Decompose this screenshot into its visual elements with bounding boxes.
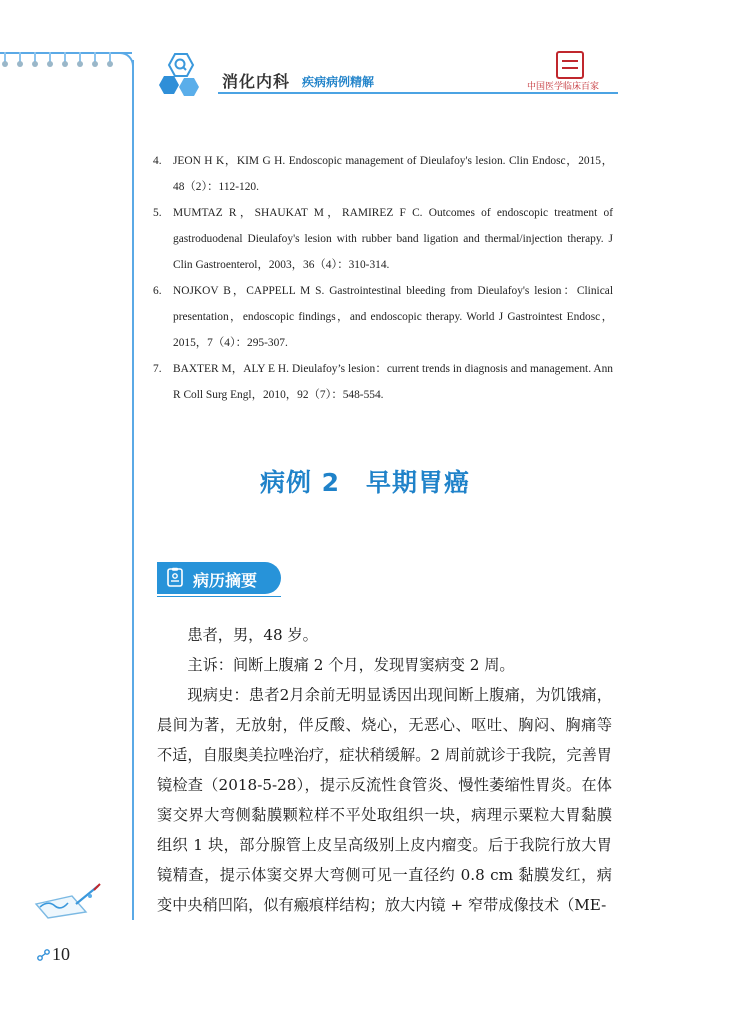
notes-pen-icon: [28, 882, 104, 920]
binding-tick: [4, 52, 6, 62]
clipboard-icon: [165, 567, 185, 587]
header-series-name: 中国医学临床百家: [527, 82, 600, 92]
reference-number: 6.: [153, 285, 162, 297]
reference-number: 5.: [153, 207, 162, 219]
binding-tick: [34, 52, 36, 62]
reference-list: [153, 148, 613, 408]
binding-tick: [64, 52, 66, 62]
reference-text: NOJKOV B，CAPPELL M S. Gastrointestinal bleeding from Dieulafoy's lesion：Clinical presentation，endoscopic findings，and endoscopic therapy. World J Gastrointest Endosc，2015，7（4）：295-307.: [173, 285, 613, 349]
header-rule: [218, 92, 618, 94]
binding-tick: [19, 52, 21, 62]
binding-tick: [79, 52, 81, 62]
reference-number: 4.: [153, 155, 162, 167]
binding-tick: [94, 52, 96, 62]
case-title: [0, 463, 730, 499]
body-paragraph: 患者，男，48 岁。: [187, 626, 318, 644]
reference-text: MUMTAZ R，SHAUKAT M，RAMIREZ F C. Outcomes of endoscopic treatment of gastroduodenal Dieulafoy's lesion with rubber band ligation and thermal/injection therapy. J Clin Gastroenterol，2003，36（4）：310-314.: [173, 207, 613, 271]
reference-item: [153, 200, 613, 278]
section-label: 病历摘要: [193, 571, 258, 590]
case-number: 病例 2: [259, 468, 341, 497]
case-body: [157, 620, 612, 920]
binding-tick: [109, 52, 111, 62]
page-number: 10: [52, 944, 70, 964]
hexagon-magnifier-icon: [158, 50, 208, 100]
page-number-ornament-icon: [37, 948, 51, 962]
reference-item: [153, 148, 613, 200]
reference-number: 7.: [153, 363, 162, 375]
reference-text: JEON H K，KIM G H. Endoscopic management of Dieulafoy's lesion. Clin Endosc，2015，48（2）：112-120.: [173, 155, 613, 193]
reference-item: [153, 278, 613, 356]
header-title: 消化内科: [222, 72, 291, 91]
binding-tick: [49, 52, 51, 62]
body-paragraph: 主诉：间断上腹痛 2 个月，发现胃窦病变 2 周。: [187, 656, 515, 674]
reference-text: BAXTER M，ALY E H. Dieulafoy’s lesion：current trends in diagnosis and management. Ann R Coll Surg Engl，2010，92（7）：548-554.: [173, 363, 613, 401]
header-subtitle: 疾病病例精解: [302, 75, 375, 89]
reference-item: [153, 356, 613, 408]
section-banner: [157, 562, 281, 594]
publisher-seal-icon: [556, 51, 584, 79]
section-banner-rule: [157, 596, 281, 597]
body-paragraph: 现病史：患者2月余前无明显诱因出现间断上腹痛，为饥饿痛，晨间为著，无放射，伴反酸、烧心，无恶心、呕吐、胸闷、胸痛等不适，自服奥美拉唑治疗，症状稍缓解。2 周前就诊于我院，完善胃镜检查（2018-5-28），提示反流性食管炎、慢性萎缩性胃炎。在体窦交界大弯侧黏膜颗粒样不平处取组织一块，病理示粟粒大胃黏膜组织 1 块，部分腺管上皮呈高级别上皮内瘤变。后于我院行放大胃镜精查，提示体窦交界大弯侧可见一直径约 0.8 cm 黏膜发红，病变中央稍凹陷，似有瘢痕样结构；放大内镜 + 窄带成像技术（ME-: [157, 686, 612, 914]
case-name: 早期胃癌: [366, 468, 471, 497]
